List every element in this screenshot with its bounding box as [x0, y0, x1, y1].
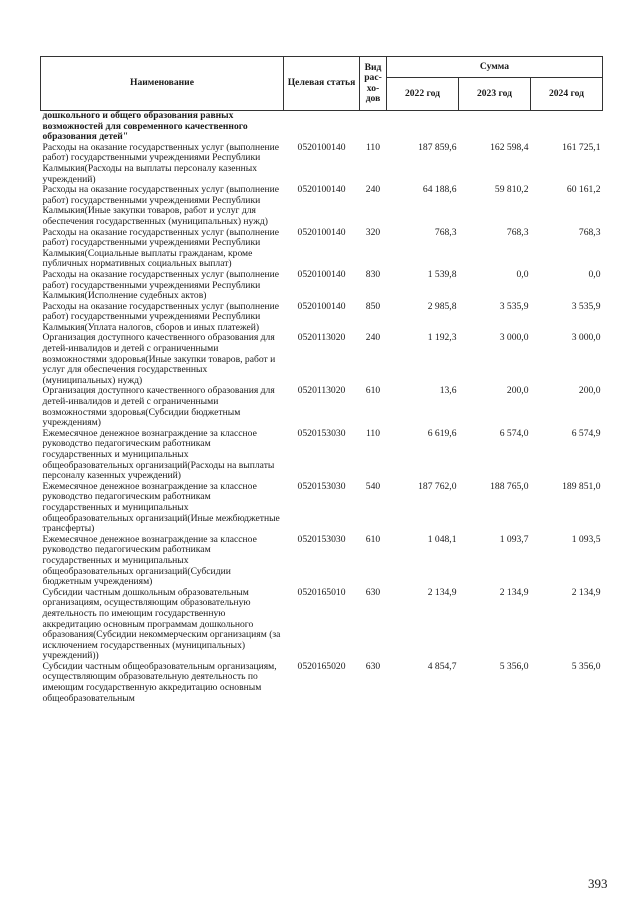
row-value-2024: 0,0	[588, 268, 601, 280]
continuation-text: дошкольного и общего образования равных возможностей для современного качественного образования детей"	[42, 110, 248, 143]
table-row	[41, 333, 603, 386]
row-value-2024: 189 851,0	[562, 480, 601, 492]
row-value-2024: 3 000,0	[571, 332, 601, 344]
row-value-2024: 1 093,5	[571, 533, 601, 545]
row-value-2023: 2 134,9	[499, 586, 529, 598]
row-value-2023: 5 356,0	[499, 660, 529, 672]
row-target-article: 0520153030	[297, 533, 346, 545]
continuation-row	[41, 111, 603, 143]
row-expense-kind: 630	[365, 660, 381, 672]
row-value-2022: 1 539,8	[427, 268, 457, 280]
row-value-2024: 161 725,1	[562, 141, 601, 153]
row-expense-kind: 610	[365, 385, 381, 397]
header-name: Наименование	[41, 57, 284, 111]
row-expense-kind: 850	[365, 300, 381, 312]
row-name: Расходы на оказание государственных услуг (выполнение работ) государственными учреждениями Республики Калмыкия(Уплата налогов, сборов и иных платежей)	[42, 300, 279, 333]
header-expense-kind: Вид рас- хо- дов	[360, 57, 387, 111]
row-value-2023: 162 598,4	[490, 141, 529, 153]
row-name: Расходы на оказание государственных услуг (выполнение работ) государственными учреждениями Республики Калмыкия(Социальные выплаты гражданам, кроме публичных нормативных социальных выплат)	[42, 226, 279, 270]
row-value-2023: 59 810,2	[494, 184, 529, 196]
row-name: Ежемесячное денежное вознаграждение за классное руководство педагогическим работникам государственных и муниципальных общеобразовательных организаций(Субсидии бюджетным учреждениям)	[42, 533, 257, 588]
row-expense-kind: 830	[365, 268, 381, 280]
table-row	[41, 429, 603, 482]
row-value-2024: 200,0	[578, 385, 601, 397]
header-year-2022: 2022 год	[387, 78, 459, 111]
row-name: Организация доступного качественного образования для детей-инвалидов и детей с ограниченными возможностями здоровья(Иные закупки товаров, работ и услуг для обеспечения государственных (муниципальных) нужд)	[42, 332, 276, 386]
row-value-2023: 768,3	[506, 226, 529, 238]
table-row	[41, 662, 603, 704]
row-target-article: 0520165010	[297, 586, 346, 598]
row-expense-kind: 110	[365, 427, 381, 439]
table-row	[41, 482, 603, 535]
row-expense-kind: 630	[365, 586, 381, 598]
row-value-2022: 187 859,6	[418, 141, 457, 153]
table-row	[41, 535, 603, 588]
row-target-article: 0520100140	[297, 184, 346, 196]
row-value-2023: 6 574,0	[499, 427, 529, 439]
row-name: Организация доступного качественного образования для детей-инвалидов и детей с ограниченными возможностями здоровья(Субсидии бюджетным учреждениям)	[42, 385, 275, 429]
row-value-2023: 3 535,9	[499, 300, 529, 312]
row-target-article: 0520165020	[297, 660, 346, 672]
table-body	[41, 111, 603, 705]
table-row	[41, 185, 603, 227]
row-value-2024: 768,3	[578, 226, 601, 238]
row-value-2022: 1 048,1	[427, 533, 457, 545]
row-name: Расходы на оказание государственных услуг (выполнение работ) государственными учреждениями Республики Калмыкия(Иные закупки товаров, работ и услуг для обеспечения государственных (муниципальных) нужд)	[42, 184, 279, 227]
row-value-2024: 3 535,9	[571, 300, 601, 312]
table-row	[41, 588, 603, 662]
row-name: Субсидии частным общеобразовательным организациям, осуществляющим образовательную деятельность по имеющим государственную аккредитацию основным общеобразовательным	[42, 660, 277, 704]
row-expense-kind: 240	[365, 184, 381, 196]
row-value-2024: 60 161,2	[566, 184, 601, 196]
header-target-article: Целевая статья	[284, 57, 360, 111]
budget-table	[40, 56, 603, 704]
row-value-2024: 6 574,9	[571, 427, 601, 439]
row-target-article: 0520113020	[297, 385, 346, 397]
row-target-article: 0520100140	[297, 268, 346, 280]
row-expense-kind: 110	[365, 141, 381, 153]
row-value-2022: 6 619,6	[427, 427, 457, 439]
header-year-2023: 2023 год	[459, 78, 531, 111]
row-expense-kind: 610	[365, 533, 381, 545]
table-header	[41, 57, 603, 111]
row-expense-kind: 240	[365, 332, 381, 344]
row-value-2022: 768,3	[434, 226, 457, 238]
table-row	[41, 143, 603, 185]
row-value-2023: 0,0	[516, 268, 529, 280]
page-number: 393	[588, 876, 608, 891]
row-value-2024: 5 356,0	[571, 660, 601, 672]
row-target-article: 0520100140	[297, 226, 346, 238]
row-value-2022: 2 985,8	[427, 300, 457, 312]
row-value-2022: 4 854,7	[427, 660, 457, 672]
table-row	[41, 302, 603, 334]
row-name: Субсидии частным дошкольным образовательным организациям, осуществляющим образовательную деятельность по имеющим государственную аккредитацию основным программам дошкольного образования(Субсидии некоммерческим организациям (за исключением государственных (муниципальных) учреждений))	[42, 586, 281, 662]
row-value-2022: 13,6	[439, 385, 457, 397]
table-row	[41, 386, 603, 428]
row-value-2023: 188 765,0	[490, 480, 529, 492]
row-value-2022: 187 762,0	[418, 480, 457, 492]
row-name: Ежемесячное денежное вознаграждение за классное руководство педагогическим работникам государственных и муниципальных общеобразовательных организаций(Иные межбюджетные трансферты)	[42, 480, 280, 535]
row-target-article: 0520153030	[297, 480, 346, 492]
row-value-2023: 1 093,7	[499, 533, 529, 545]
header-year-2024: 2024 год	[531, 78, 603, 111]
table-row	[41, 228, 603, 270]
row-value-2023: 200,0	[506, 385, 529, 397]
row-target-article: 0520113020	[297, 332, 346, 344]
row-value-2023: 3 000,0	[499, 332, 529, 344]
row-value-2024: 2 134,9	[571, 586, 601, 598]
row-target-article: 0520100140	[297, 141, 346, 153]
table-row	[41, 270, 603, 302]
row-value-2022: 1 192,3	[427, 332, 457, 344]
row-expense-kind: 540	[365, 480, 381, 492]
row-value-2022: 64 188,6	[422, 184, 457, 196]
row-name: Расходы на оказание государственных услуг (выполнение работ) государственными учреждениями Республики Калмыкия(Расходы на выплаты персоналу казенных учреждений)	[42, 141, 279, 185]
row-value-2022: 2 134,9	[427, 586, 457, 598]
header-sum: Сумма	[387, 57, 603, 78]
row-target-article: 0520153030	[297, 427, 346, 439]
row-name: Расходы на оказание государственных услуг (выполнение работ) государственными учреждениями Республики Калмыкия(Исполнение судебных актов)	[42, 268, 279, 302]
row-target-article: 0520100140	[297, 300, 346, 312]
row-name: Ежемесячное денежное вознаграждение за классное руководство педагогическим работникам государственных и муниципальных общеобразовательных организаций(Расходы на выплаты персоналу казенных учреждений)	[42, 427, 275, 482]
row-expense-kind: 320	[365, 226, 381, 238]
